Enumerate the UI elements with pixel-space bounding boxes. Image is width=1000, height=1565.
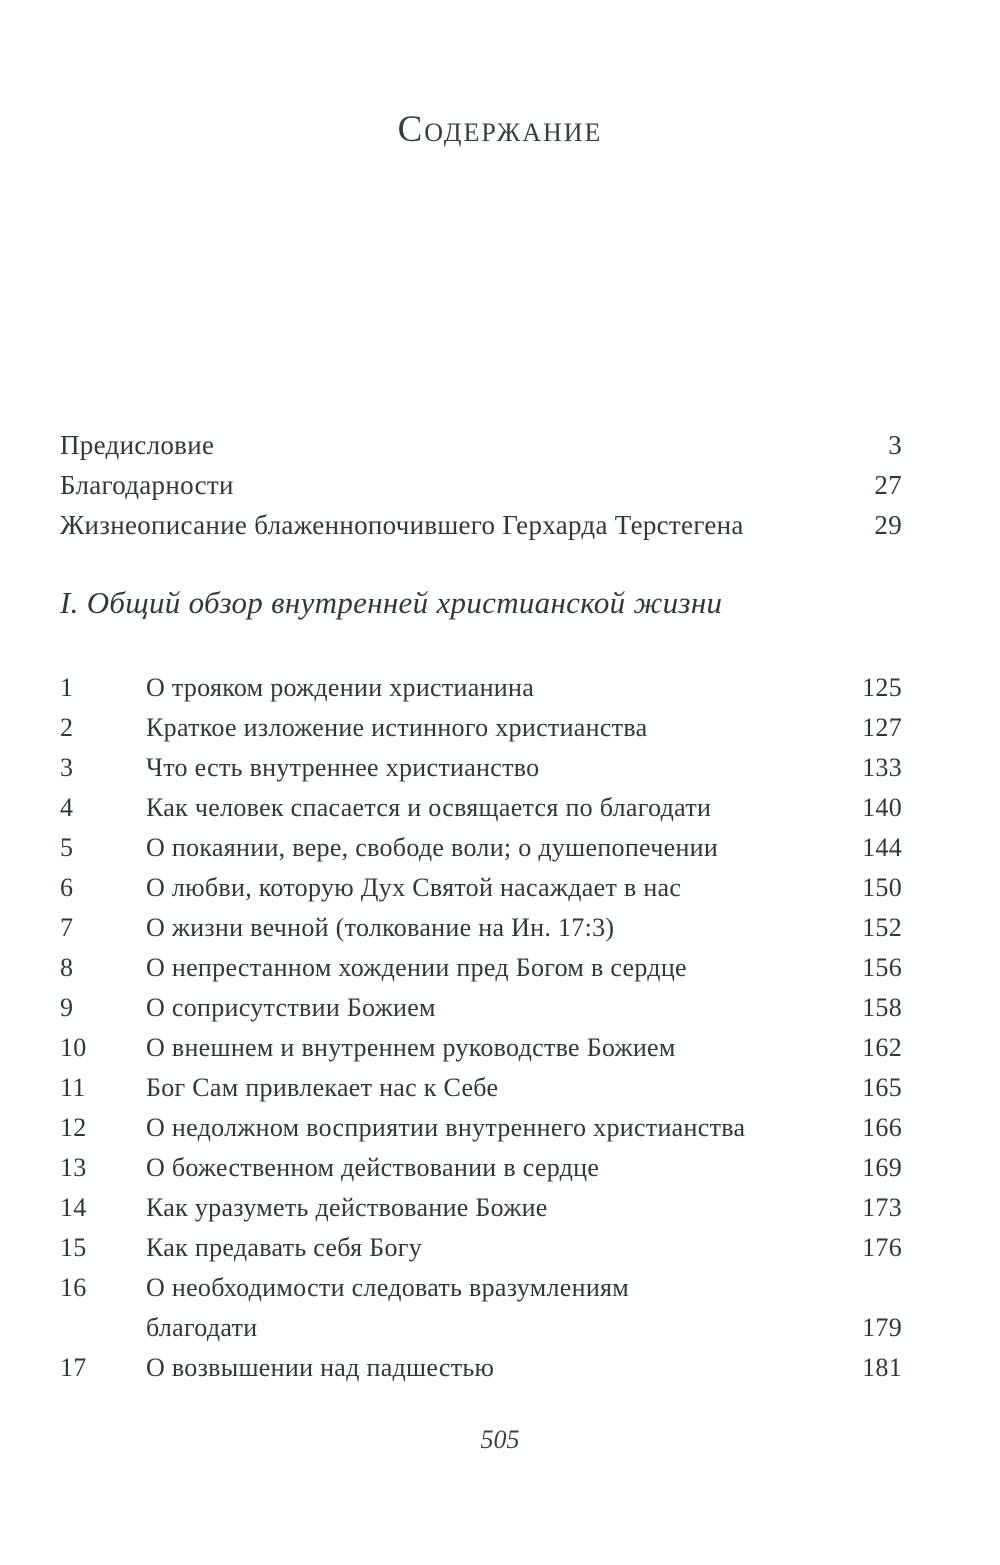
chapter-row[interactable] — [60, 1348, 902, 1388]
chapter-number: 7 — [60, 913, 74, 942]
chapter-title: О божественном действовании в сердце — [146, 1153, 600, 1182]
chapter-number: 3 — [60, 753, 74, 782]
chapter-number: 9 — [60, 993, 74, 1022]
chapter-number: 16 — [60, 1273, 87, 1302]
chapter-row[interactable] — [60, 1028, 902, 1068]
chapter-row[interactable] — [60, 788, 902, 828]
chapter-row[interactable] — [60, 1228, 902, 1268]
front-matter-list — [60, 430, 902, 550]
chapter-number: 12 — [60, 1113, 87, 1142]
chapter-title: О любви, которую Дух Святой насаждает в нас — [146, 873, 682, 902]
chapter-row[interactable] — [60, 1148, 902, 1188]
chapter-title: О соприсутствии Божием — [146, 993, 436, 1022]
chapter-page: 140 — [862, 793, 902, 822]
chapter-row[interactable] — [60, 1108, 902, 1148]
toc-entry-preface[interactable] — [60, 430, 902, 470]
toc-entry-label: Предисловие — [60, 430, 215, 460]
chapter-number: 15 — [60, 1233, 87, 1262]
chapter-title: Как уразуметь действование Божие — [146, 1193, 548, 1222]
chapter-row[interactable] — [60, 668, 902, 708]
chapter-title: О недолжном восприятии внутреннего христианства — [146, 1113, 746, 1142]
chapter-row[interactable] — [60, 748, 902, 788]
chapter-page: 125 — [862, 673, 902, 702]
chapter-page: 162 — [862, 1033, 902, 1062]
toc-entry-biography[interactable] — [60, 510, 902, 550]
chapter-page: 181 — [862, 1353, 902, 1382]
chapter-number: 2 — [60, 713, 74, 742]
chapter-page: 179 — [862, 1313, 902, 1342]
chapter-number: 1 — [60, 673, 74, 702]
chapter-number: 10 — [60, 1033, 87, 1062]
chapter-title: Как предавать себя Богу — [146, 1233, 423, 1262]
chapter-page: 150 — [862, 873, 902, 902]
toc-entry-label: Благодарности — [60, 470, 234, 500]
chapter-title: О возвышении над падшестью — [146, 1353, 495, 1382]
chapter-number: 5 — [60, 833, 74, 862]
section-heading: I. Общий обзор внутренней христианской жизни — [60, 585, 723, 620]
chapter-row[interactable] — [60, 908, 902, 948]
chapter-number: 11 — [60, 1073, 86, 1102]
chapter-number: 6 — [60, 873, 74, 902]
page-title: Содержание — [397, 109, 603, 150]
chapter-title: О внешнем и внутреннем руководстве Божием — [146, 1033, 676, 1062]
chapter-title: О непрестанном хождении пред Богом в сердце — [146, 953, 687, 982]
chapter-list — [60, 668, 902, 1388]
toc-entry-label: Жизнеописание блаженнопочившего Герхарда Терстегена — [60, 510, 744, 540]
chapter-page: 166 — [862, 1113, 902, 1142]
chapter-page: 158 — [862, 993, 902, 1022]
chapter-row[interactable] — [60, 828, 902, 868]
page-number: 505 — [480, 1425, 520, 1454]
chapter-page: 176 — [862, 1233, 902, 1262]
toc-entry-page: 29 — [874, 510, 902, 540]
chapter-row[interactable] — [60, 1068, 902, 1108]
chapter-number: 8 — [60, 953, 74, 982]
chapter-number: 17 — [60, 1353, 87, 1382]
chapter-row[interactable] — [60, 948, 902, 988]
chapter-title: Краткое изложение истинного христианства — [146, 713, 648, 742]
chapter-title: О жизни вечной (толкование на Ин. 17:3) — [146, 913, 615, 942]
chapter-page: 127 — [862, 713, 902, 742]
chapter-page: 169 — [862, 1153, 902, 1182]
chapter-page: 156 — [862, 953, 902, 982]
chapter-row[interactable] — [60, 868, 902, 908]
chapter-title: О покаянии, вере, свободе воли; о душепопечении — [146, 833, 719, 862]
chapter-page: 144 — [862, 833, 902, 862]
toc-entry-page: 3 — [888, 430, 902, 460]
chapter-row[interactable] — [60, 708, 902, 748]
chapter-number: 4 — [60, 793, 74, 822]
chapter-title: Как человек спасается и освящается по благодати — [146, 793, 712, 822]
toc-entry-acknowledgements[interactable] — [60, 470, 902, 510]
chapter-page: 165 — [862, 1073, 902, 1102]
chapter-title: О необходимости следовать вразумлениям благодати — [146, 1273, 630, 1342]
chapter-number: 13 — [60, 1153, 87, 1182]
chapter-title: О трояком рождении христианина — [146, 673, 535, 702]
chapter-title: Что есть внутреннее христианство — [146, 753, 540, 782]
chapter-number: 14 — [60, 1193, 87, 1222]
chapter-title: Бог Сам привлекает нас к Себе — [146, 1073, 499, 1102]
chapter-page: 173 — [862, 1193, 902, 1222]
chapter-row[interactable] — [60, 988, 902, 1028]
chapter-page: 133 — [862, 753, 902, 782]
toc-entry-page: 27 — [874, 470, 902, 500]
chapter-row[interactable] — [60, 1188, 902, 1228]
chapter-row[interactable] — [60, 1268, 902, 1348]
chapter-page: 152 — [862, 913, 902, 942]
